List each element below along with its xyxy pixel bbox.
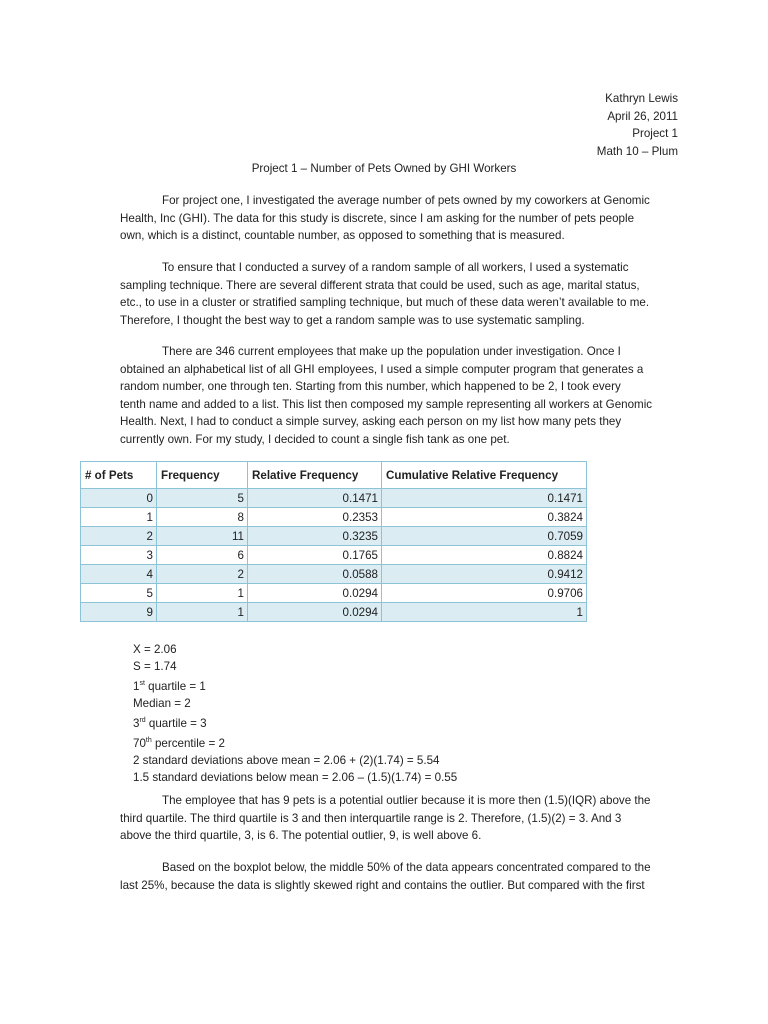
value: percentile = 2 — [151, 737, 225, 750]
value: 3 — [133, 717, 140, 730]
header-block — [597, 90, 678, 160]
ordinal: th — [145, 737, 152, 744]
table-cell: 8 — [157, 508, 248, 527]
third-quartile — [133, 712, 457, 732]
table-row — [81, 565, 587, 584]
text-line: obtained an alphabetical list of all GHI employees, I used a simple computer program that generates a — [120, 362, 644, 376]
frequency-table — [80, 461, 587, 622]
ordinal: st — [139, 680, 145, 687]
table-cell: 0.3235 — [248, 527, 382, 546]
text-line: above the third quartile, 3, is 6. The potential outlier, 9, is well above 6. — [120, 829, 482, 842]
value: quartile = 1 — [144, 680, 206, 693]
two-sd-above: 2 standard deviations above mean = 2.06 + (2)(1.74) = 5.54 — [133, 754, 440, 767]
first-quartile — [133, 675, 457, 695]
column-header: Relative Frequency — [248, 462, 382, 489]
text-line: Health. Next, I had to conduct a simple survey, asking each person on my list how many pets they — [120, 415, 622, 428]
table-cell: 0.0294 — [248, 584, 382, 603]
table-cell: 0.8824 — [382, 546, 587, 565]
column-header: Frequency — [157, 462, 248, 489]
table-cell: 0.1765 — [248, 546, 382, 565]
table-cell: 0.1471 — [382, 489, 587, 508]
table-cell: 0.9412 — [382, 565, 587, 584]
percentile-70 — [133, 732, 457, 752]
median: Median = 2 — [133, 697, 191, 710]
text-line: For project one, I investigated the average number of pets owned by my coworkers at Genomic — [162, 194, 650, 207]
std-dev: S = 1.74 — [133, 660, 177, 673]
paragraph-4 — [120, 792, 660, 845]
text-line: last 25%, because the data is slightly skewed right and contains the outlier. But compared with the first — [120, 878, 645, 892]
table-cell: 0.7059 — [382, 527, 587, 546]
table-cell: 0 — [81, 489, 157, 508]
text-line: own, which is a distinct, countable number, as opposed to something that is measured. — [120, 229, 565, 242]
table-cell: 11 — [157, 527, 248, 546]
ordinal: rd — [139, 717, 146, 724]
table-cell: 2 — [81, 527, 157, 546]
table-row — [81, 546, 587, 565]
date: April 26, 2011 — [607, 109, 678, 123]
table-cell: 0.9706 — [382, 584, 587, 603]
text-line: random number, one through ten. Starting from this number, which happened to be 2, I took every — [120, 380, 621, 393]
summary-statistics — [133, 641, 457, 786]
text-line: To ensure that I conducted a survey of a random sample of all workers, I used a systematic — [162, 261, 629, 274]
sd-below: 1.5 standard deviations below mean = 2.06 – (1.5)(1.74) = 0.55 — [133, 771, 458, 784]
column-header: # of Pets — [81, 462, 157, 489]
text-line: There are 346 current employees that make up the population under investigation. Once I — [162, 345, 621, 358]
table-row — [81, 584, 587, 603]
text-line: The employee that has 9 pets is a potential outlier because it is more then (1.5)(IQR) above the — [162, 794, 651, 807]
table-cell: 9 — [81, 603, 157, 622]
paragraph-5 — [120, 859, 660, 894]
table-cell: 0.1471 — [248, 489, 382, 508]
table-cell: 3 — [81, 546, 157, 565]
table-header-row — [81, 462, 587, 489]
table-cell: 1 — [157, 603, 248, 622]
text-line: third quartile. The third quartile is 3 and then interquartile range is 2. Therefore, (1.5)(2) = 3. And 3 — [120, 811, 622, 825]
table-cell: 1 — [382, 603, 587, 622]
table-cell: 1 — [157, 584, 248, 603]
text-line: tenth name and added to a list. This list then composed my sample representing all workers at Genomic — [120, 397, 653, 411]
table-cell: 1 — [81, 508, 157, 527]
text-line: currently own. For my study, I decided to count a single fish tank as one pet. — [120, 432, 510, 446]
text-line: Based on the boxplot below, the middle 50% of the data appears concentrated compared to the — [162, 861, 651, 874]
text-line: sampling technique. There are several different strata that could be used, such as age, marital status, — [120, 278, 640, 292]
mean: X = 2.06 — [133, 643, 177, 656]
paragraph-2 — [120, 259, 660, 329]
table-cell: 0.0588 — [248, 565, 382, 584]
table-cell: 5 — [81, 584, 157, 603]
course: Math 10 – Plum — [596, 144, 678, 158]
table-row — [81, 527, 587, 546]
value: 1 — [133, 680, 140, 693]
table-cell: 5 — [157, 489, 248, 508]
text-line: etc., to use in a cluster or stratified sampling technique, but much of these data weren’t available to me. — [120, 296, 650, 309]
table-row — [81, 489, 587, 508]
project: Project 1 — [632, 127, 678, 141]
table-cell: 4 — [81, 565, 157, 584]
value: 70 — [133, 737, 146, 750]
table-cell: 2 — [157, 565, 248, 584]
author: Kathryn Lewis — [605, 92, 678, 105]
column-header: Cumulative Relative Frequency — [382, 462, 587, 489]
text-line: Therefore, I thought the best way to get a random sample was to use systematic sampling. — [120, 313, 585, 327]
table-row — [81, 508, 587, 527]
page-title: Project 1 – Number of Pets Owned by GHI Workers — [251, 162, 517, 175]
paragraph-3 — [120, 343, 660, 448]
paragraph-1 — [120, 192, 660, 245]
table-cell: 0.2353 — [248, 508, 382, 527]
table-cell: 6 — [157, 546, 248, 565]
text-line: Health, Inc (GHI). The data for this study is discrete, since I am asking for the number of pets people — [120, 211, 635, 225]
table-cell: 0.0294 — [248, 603, 382, 622]
table-row — [81, 603, 587, 622]
value: quartile = 3 — [145, 717, 207, 730]
table-cell: 0.3824 — [382, 508, 587, 527]
